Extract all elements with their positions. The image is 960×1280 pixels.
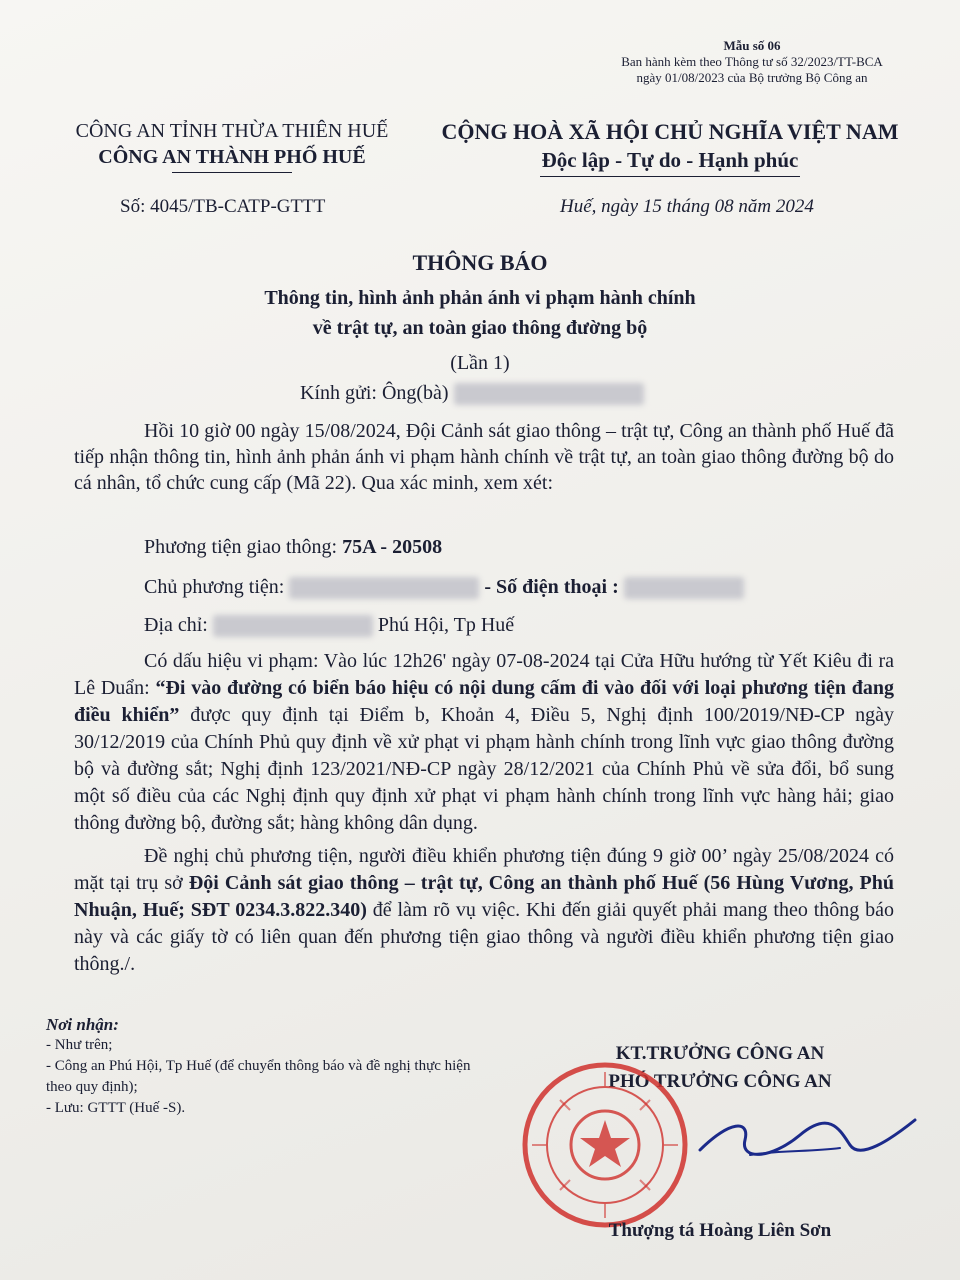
agency-underline [172,172,292,173]
nation-motto: Độc lập - Tự do - Hạnh phúc [541,148,799,172]
redacted-phone [624,577,744,599]
agency-line-1: CÔNG AN TỈNH THỪA THIÊN HUẾ [75,120,389,142]
violation-description: “Đi vào đường có biển báo hiệu có nội dung cấm đi vào đối với loại phương tiện đang điều khiển” [74,677,894,726]
document-subtitle-1: Thông tin, hình ảnh phản ánh vi phạm hành chính [264,287,696,309]
redacted-address [213,615,373,637]
summons-intro: Đề nghị chủ phương tiện, người điều khiển phương tiện đúng 9 giờ 00’ ngày 25/08/2024 có mặt tại trụ sở [74,845,894,894]
summons-location: Đội Cảnh sát giao thông – trật tự, Công an thành phố Huế (56 Hùng Vương, Phú Nhuận, Huế; SĐT 0234.3.822.340) [74,872,894,921]
owner-line [144,576,744,599]
paragraph-3 [74,843,894,978]
paragraph-2 [74,648,894,837]
redacted-recipient-name [454,383,644,405]
nation-line-1: CỘNG HOÀ XÃ HỘI CHỦ NGHĨA VIỆT NAM [441,119,899,144]
agency-line-2: CÔNG AN THÀNH PHỐ HUẾ [98,146,366,168]
address-line [144,614,514,637]
form-reference [582,38,922,86]
motto-underline [540,176,800,177]
redacted-owner-name [289,577,479,599]
document-number: Số: 4045/TB-CATP-GTTT [120,196,326,217]
form-line-1: Ban hành kèm theo Thông tư số 32/2023/TT-BCA [621,54,883,69]
receivers-heading: Nơi nhận: [46,1015,119,1034]
address-tail: Phú Hội, Tp Huế [377,614,515,636]
violation-intro: Có dấu hiệu vi phạm: Vào lúc 12h26' ngày 07-08-2024 tại Cửa Hữu hướng từ Yết Kiêu đi ra Lê Duẩn: [74,650,894,699]
paragraph-1: Hồi 10 giờ 00 ngày 15/08/2024, Đội Cảnh sát giao thông – trật tự, Công an thành phố Huế đã tiếp nhận thông tin, hình ảnh phản ánh vi phạm hành chính về trật tự, an toàn giao thông đường bộ do cá nhân, tổ chức cung cấp (Mã 22). Qua xác minh, xem xét: [74,420,894,494]
vehicle-label: Phương tiện giao thông: [144,536,343,558]
issuing-agency [62,118,402,173]
national-header [420,118,920,177]
form-number: Mẫu số 06 [723,38,781,53]
signature-line-1: KT.TRƯỞNG CÔNG AN [615,1043,825,1064]
vehicle-line [144,536,442,559]
handwritten-signature-icon [690,1110,920,1170]
recipient-label: Kính gửi: Ông(bà) [300,382,449,404]
notice-count: (Lần 1) [450,352,510,374]
owner-label: Chủ phương tiện: [144,576,285,598]
receivers-block [46,1014,486,1119]
official-seal-icon [520,1060,690,1230]
receiver-item: - Lưu: GTTT (Huế -S). [46,1100,186,1116]
document-subtitle-2: về trật tự, an toàn giao thông đường bộ [312,317,648,339]
receiver-item: - Như trên; [46,1037,113,1053]
paragraph-body [74,648,894,984]
signature-line-2: PHÓ TRƯỞNG CÔNG AN [608,1071,832,1092]
paragraph-intro [74,418,894,496]
summons-instructions: để làm rõ vụ việc. Khi đến giải quyết phải mang theo thông báo này và các giấy tờ có liên quan đến phương tiện giao thông và người điều khiển phương tiện giao thông./. [74,899,895,975]
document-title: THÔNG BÁO [412,250,548,275]
phone-label: - Số điện thoại : [484,576,619,598]
recipient-line [300,382,644,405]
form-line-2: ngày 01/08/2023 của Bộ trưởng Bộ Công an [636,70,868,85]
signer-name: Thượng tá Hoàng Liên Sơn [608,1220,832,1241]
receiver-item: - Công an Phú Hội, Tp Huế (để chuyển thông báo và đề nghị thực hiện theo quy định); [46,1058,471,1095]
vehicle-plate: 75A - 20508 [342,536,443,558]
document-date: Huế, ngày 15 tháng 08 năm 2024 [560,196,814,217]
address-label: Địa chỉ: [144,614,208,636]
violation-legal-basis: được quy định tại Điểm b, Khoản 4, Điều 5, Nghị định 100/2019/NĐ-CP ngày 30/12/2019 của Chính Phủ quy định về xử phạt vi phạm hành chính trong lĩnh vực giao thông đường bộ và đường sắt; Nghị định 123/2021/NĐ-CP ngày 28/12/2021 của Chính Phủ về sửa đổi, bổ sung một số điều của các Nghị định quy định xử phạt vi phạm hành chính trong lĩnh vực hàng hải; giao thông đường bộ, đường sắt; hàng không dân dụng. [74,704,894,834]
